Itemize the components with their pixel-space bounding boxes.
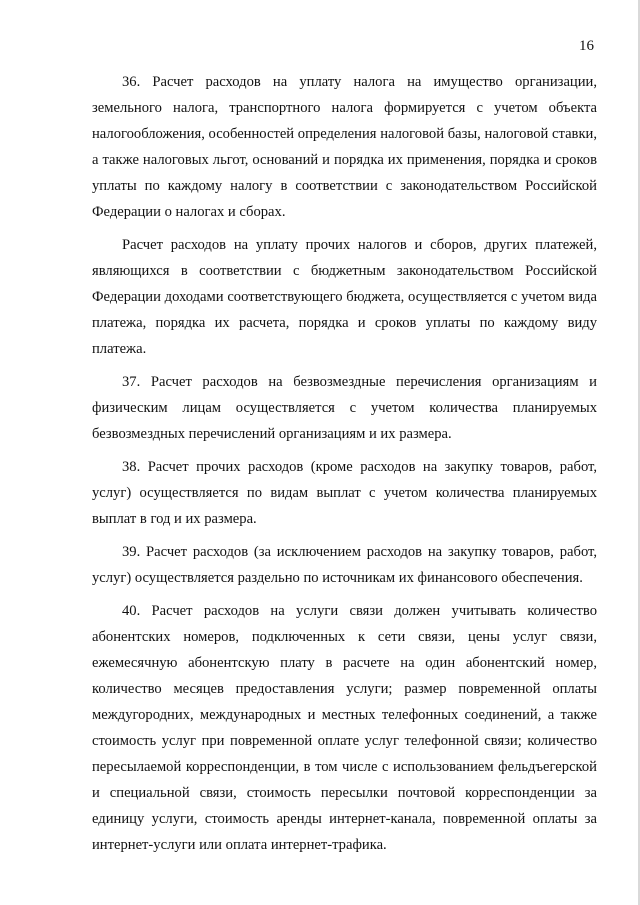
paragraph-38: 38. Расчет прочих расходов (кроме расходов на закупку товаров, работ, услуг) осуществляется по видам выплат с учетом количества планируемых выплат в год и их размера. xyxy=(92,459,597,527)
page-number: 16 xyxy=(579,38,594,54)
paragraph-36-continued: Расчет расходов на уплату прочих налогов и сборов, других платежей, являющихся в соответствии с бюджетным законодательством Российской Федерации доходами соответствующего бюджета, осуществляется с учетом вида платежа, порядка их расчета, порядка и сроков уплаты по каждому виду платежа. xyxy=(92,237,597,357)
paragraph-39: 39. Расчет расходов (за исключением расходов на закупку товаров, работ, услуг) осуществляется раздельно по источникам их финансового обеспечения. xyxy=(92,544,597,586)
paragraph-40: 40. Расчет расходов на услуги связи должен учитывать количество абонентских номеров, подключенных к сети связи, цены услуг связи, ежемесячную абонентскую плату в расчете на один абонентский номер, количество месяцев предоставления услуги; размер повременной оплаты междугородних, международных и местных телефонных соединений, а также стоимость услуг при повременной оплате услуг телефонной связи; количество пересылаемой корреспонденции, в том числе с использованием фельдъегерской и специальной связи, стоимость пересылки почтовой корреспонденции за единицу услуги, стоимость аренды интернет-канала, повременной оплаты за интернет-услуги или оплата интернет-трафика. xyxy=(92,603,597,853)
document-body xyxy=(92,69,597,865)
paragraph-36: 36. Расчет расходов на уплату налога на имущество организации, земельного налога, транспортного налога формируется с учетом объекта налогообложения, особенностей определения налоговой базы, налоговой ставки, а также налоговых льгот, оснований и порядка их применения, порядка и сроков уплаты по каждому налогу в соответствии с законодательством Российской Федерации о налогах и сборах. xyxy=(92,74,597,220)
paragraph-37: 37. Расчет расходов на безвозмездные перечисления организациям и физическим лицам осуществляется с учетом количества планируемых безвозмездных перечислений организациям и их размера. xyxy=(92,374,597,442)
